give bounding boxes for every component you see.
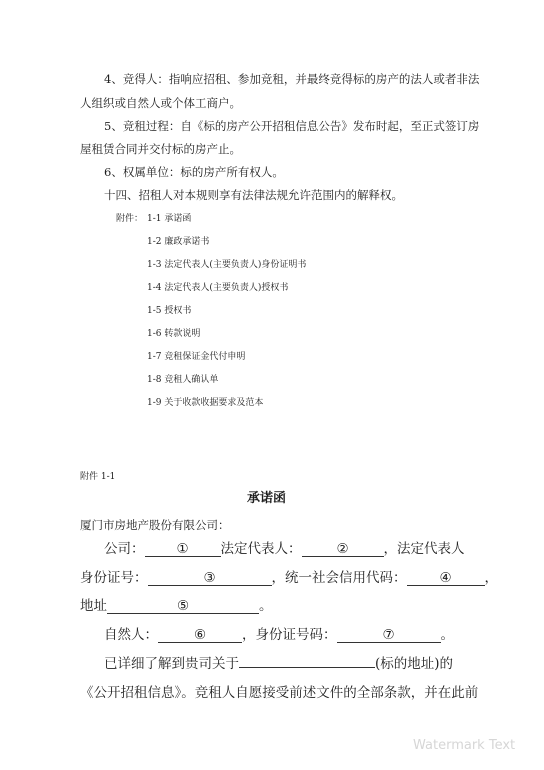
id-number-label: 身份证号： bbox=[80, 570, 148, 586]
attachment-item: 1-2 廉政承诺书 bbox=[147, 237, 210, 247]
address-period: 。 bbox=[259, 598, 273, 614]
rule-item-5-line-1: 5、竞租过程：自《标的房产公开招租信息公告》发布时起，至正式签订房 bbox=[104, 119, 480, 133]
company-label: 公司： bbox=[104, 541, 145, 557]
rule-item-4-line-1: 4、竞得人：指响应招租、参加竞租，并最终竞得标的房产的法人或者非法 bbox=[104, 72, 480, 86]
person-id-label: ，身份证号码： bbox=[242, 627, 337, 643]
watermark-text: Watermark Text bbox=[413, 738, 516, 753]
property-address-underline[interactable] bbox=[239, 667, 375, 668]
understood-suffix: 的 bbox=[439, 656, 454, 672]
rule-item-4-line-2: 人组织或自然人或个体工商户。 bbox=[80, 96, 241, 110]
attachment-item: 1-4 法定代表人(主要负责人)授权书 bbox=[147, 283, 289, 293]
legal-rep-label: 法定代表人： bbox=[220, 541, 302, 557]
person-period: 。 bbox=[440, 627, 454, 643]
natural-person-label: 自然人： bbox=[104, 627, 158, 643]
attachment-item: 1-8 竞租人确认单 bbox=[147, 375, 219, 385]
address-blank[interactable]: ⑤ bbox=[107, 599, 259, 614]
id-number-blank[interactable]: ③ bbox=[148, 571, 272, 586]
credit-code-comma: ， bbox=[484, 570, 498, 586]
legal-rep-blank[interactable]: ② bbox=[302, 542, 384, 557]
credit-code-blank[interactable]: ④ bbox=[407, 571, 485, 586]
attachment-item: 1-9 关于收款收据要求及范本 bbox=[147, 398, 264, 408]
property-address-hint: (标的地址) bbox=[375, 656, 440, 672]
id-line bbox=[80, 570, 498, 586]
understood-prefix: 已详细了解到贵司关于 bbox=[104, 656, 239, 672]
address-label: 地址 bbox=[80, 598, 107, 614]
attachment-item: 1-5 授权书 bbox=[147, 306, 192, 316]
letter-addressee: 厦门市房地产股份有限公司： bbox=[80, 518, 230, 532]
attachment-list-prefix: 附件： bbox=[116, 214, 144, 224]
natural-person-line bbox=[104, 627, 454, 643]
attachment-item: 1-3 法定代表人(主要负责人)身份证明书 bbox=[147, 260, 307, 270]
attachment-item: 1-1 承诺函 bbox=[147, 214, 192, 224]
letter-last-line: 《公开招租信息》。竞租人自愿接受前述文件的全部条款，并在此前 bbox=[80, 685, 479, 701]
rule-item-14: 十四、招租人对本规则享有法律法规允许范围内的解释权。 bbox=[104, 188, 403, 202]
address-line bbox=[80, 598, 273, 614]
natural-person-blank[interactable]: ⑥ bbox=[158, 628, 242, 643]
rule-item-6: 6、权属单位：标的房产所有权人。 bbox=[104, 165, 284, 179]
understood-line bbox=[104, 656, 453, 672]
attachment-item: 1-7 竞租保证金代付申明 bbox=[147, 352, 246, 362]
credit-code-label: ，统一社会信用代码： bbox=[271, 570, 407, 586]
letter-title: 承诺函 bbox=[247, 491, 287, 506]
person-id-blank[interactable]: ⑦ bbox=[337, 628, 441, 643]
attachment-item: 1-6 转款说明 bbox=[147, 329, 201, 339]
company-line bbox=[104, 541, 465, 557]
attachment-label: 附件 1-1 bbox=[80, 472, 116, 482]
legal-rep-suffix: ，法定代表人 bbox=[383, 541, 465, 557]
company-name-blank[interactable]: ① bbox=[145, 542, 221, 557]
rule-item-5-line-2: 屋租赁合同并交付标的房产止。 bbox=[80, 142, 241, 156]
